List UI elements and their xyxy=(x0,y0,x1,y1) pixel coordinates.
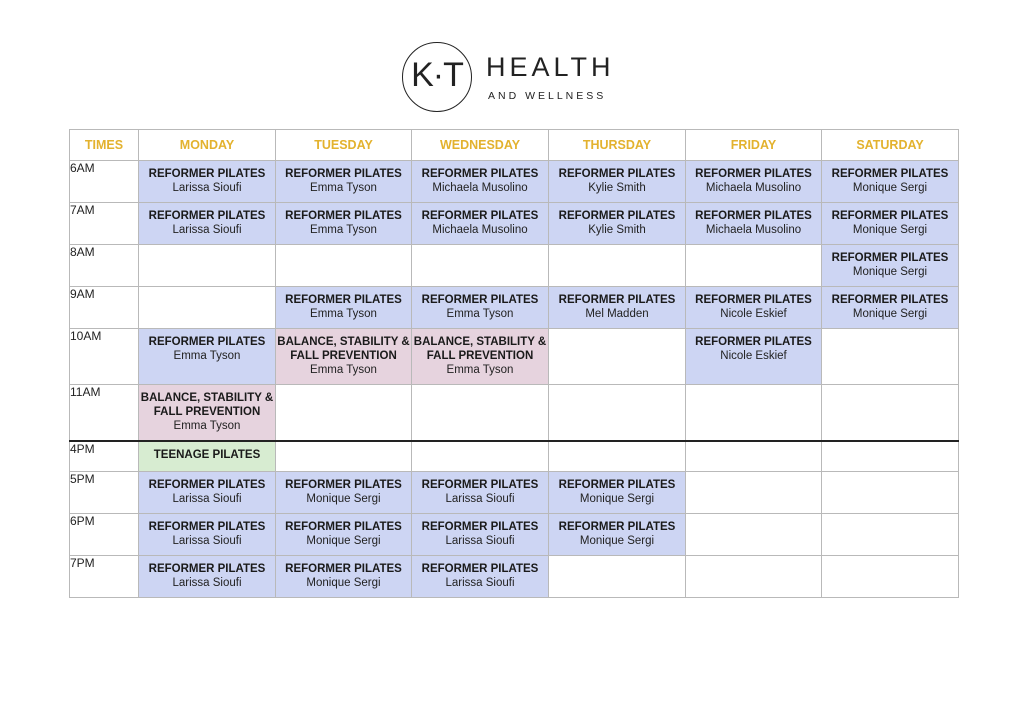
table-row xyxy=(70,287,959,329)
empty-cell xyxy=(822,472,959,514)
class-cell[interactable] xyxy=(549,472,686,514)
kt-logo xyxy=(402,42,472,112)
header-tuesday: TUESDAY xyxy=(276,130,412,161)
class-cell[interactable] xyxy=(139,385,276,442)
class-name: REFORMER PILATES xyxy=(285,563,402,575)
time-label: 11AM xyxy=(70,385,139,442)
class-cell[interactable] xyxy=(822,287,959,329)
empty-cell xyxy=(139,245,276,287)
class-name: REFORMER PILATES xyxy=(831,210,949,222)
instructor-name: Larissa Sioufi xyxy=(445,535,515,547)
instructor-name: Kylie Smith xyxy=(588,224,646,236)
time-label: 8AM xyxy=(70,245,139,287)
class-cell[interactable] xyxy=(412,514,549,556)
instructor-name: Larissa Sioufi xyxy=(172,182,242,194)
class-cell[interactable] xyxy=(549,161,686,203)
empty-cell xyxy=(686,245,822,287)
empty-cell xyxy=(549,329,686,385)
empty-cell xyxy=(686,514,822,556)
time-label: 4PM xyxy=(70,441,139,472)
header-row xyxy=(70,130,959,161)
instructor-name: Larissa Sioufi xyxy=(445,577,515,589)
instructor-name: Emma Tyson xyxy=(310,182,377,194)
class-cell[interactable] xyxy=(139,472,276,514)
instructor-name: Larissa Sioufi xyxy=(172,535,242,547)
class-name: REFORMER PILATES xyxy=(831,252,949,264)
class-cell[interactable] xyxy=(139,556,276,598)
class-cell[interactable] xyxy=(686,161,822,203)
instructor-name: Michaela Musolino xyxy=(705,224,802,236)
class-name: BALANCE, STABILITY & FALL PREVENTION xyxy=(413,336,547,362)
class-name: REFORMER PILATES xyxy=(285,294,402,306)
empty-cell xyxy=(412,385,549,442)
class-cell[interactable] xyxy=(139,161,276,203)
class-name: REFORMER PILATES xyxy=(285,168,402,180)
class-name: REFORMER PILATES xyxy=(558,168,676,180)
page-header xyxy=(0,0,1024,128)
instructor-name: Emma Tyson xyxy=(310,308,377,320)
class-name: REFORMER PILATES xyxy=(831,294,949,306)
instructor-name: Emma Tyson xyxy=(446,364,514,376)
class-cell[interactable] xyxy=(822,245,959,287)
brand-title: HEALTH xyxy=(486,52,615,82)
instructor-name: Monique Sergi xyxy=(306,577,381,589)
instructor-name: Larissa Sioufi xyxy=(172,224,242,236)
instructor-name: Nicole Eskief xyxy=(720,350,787,362)
class-name: REFORMER PILATES xyxy=(695,336,812,348)
instructor-name: Larissa Sioufi xyxy=(445,493,515,505)
class-name: REFORMER PILATES xyxy=(148,210,266,222)
empty-cell xyxy=(822,385,959,442)
time-label: 5PM xyxy=(70,472,139,514)
class-name: REFORMER PILATES xyxy=(695,210,812,222)
instructor-name: Michaela Musolino xyxy=(432,182,528,194)
class-cell[interactable] xyxy=(686,287,822,329)
class-cell[interactable] xyxy=(139,329,276,385)
instructor-name: Monique Sergi xyxy=(852,224,928,236)
empty-cell xyxy=(686,472,822,514)
class-cell[interactable] xyxy=(412,287,549,329)
empty-cell xyxy=(276,245,412,287)
instructor-name: Monique Sergi xyxy=(579,535,655,547)
class-cell[interactable] xyxy=(276,203,412,245)
instructor-name: Monique Sergi xyxy=(852,266,928,278)
empty-cell xyxy=(549,441,686,472)
table-row xyxy=(70,161,959,203)
class-name: REFORMER PILATES xyxy=(148,336,266,348)
class-name: REFORMER PILATES xyxy=(421,294,539,306)
header-monday: MONDAY xyxy=(139,130,276,161)
class-name: REFORMER PILATES xyxy=(285,479,402,491)
class-name: REFORMER PILATES xyxy=(421,168,539,180)
class-cell[interactable] xyxy=(139,441,276,472)
class-name: REFORMER PILATES xyxy=(148,479,266,491)
empty-cell xyxy=(276,385,412,442)
class-name: REFORMER PILATES xyxy=(695,294,812,306)
table-row xyxy=(70,556,959,598)
class-cell[interactable] xyxy=(412,161,549,203)
instructor-name: Monique Sergi xyxy=(579,493,655,505)
class-cell[interactable] xyxy=(412,203,549,245)
empty-cell xyxy=(139,287,276,329)
class-name: BALANCE, STABILITY & FALL PREVENTION xyxy=(140,392,274,418)
class-name: REFORMER PILATES xyxy=(558,210,676,222)
empty-cell xyxy=(686,441,822,472)
brand-subtitle: AND WELLNESS xyxy=(488,90,607,102)
class-name: REFORMER PILATES xyxy=(148,521,266,533)
class-name: REFORMER PILATES xyxy=(558,521,676,533)
class-cell[interactable] xyxy=(686,203,822,245)
table-row xyxy=(70,472,959,514)
class-name: REFORMER PILATES xyxy=(421,479,539,491)
class-cell[interactable] xyxy=(276,514,412,556)
class-name: REFORMER PILATES xyxy=(558,479,676,491)
time-label: 9AM xyxy=(70,287,139,329)
class-cell[interactable] xyxy=(412,556,549,598)
time-label: 7PM xyxy=(70,556,139,598)
header-friday: FRIDAY xyxy=(686,130,822,161)
class-cell[interactable] xyxy=(276,287,412,329)
logo-monogram: K·T xyxy=(411,56,463,94)
empty-cell xyxy=(822,556,959,598)
table-row xyxy=(70,329,959,385)
header-times: TIMES xyxy=(70,130,139,161)
empty-cell xyxy=(686,556,822,598)
instructor-name: Monique Sergi xyxy=(852,308,928,320)
instructor-name: Emma Tyson xyxy=(173,350,241,362)
table-row xyxy=(70,514,959,556)
class-name: REFORMER PILATES xyxy=(558,294,676,306)
time-label: 6PM xyxy=(70,514,139,556)
instructor-name: Emma Tyson xyxy=(310,224,377,236)
empty-cell xyxy=(276,441,412,472)
class-cell[interactable] xyxy=(412,329,549,385)
instructor-name: Michaela Musolino xyxy=(432,224,528,236)
empty-cell xyxy=(686,385,822,442)
instructor-name: Nicole Eskief xyxy=(720,308,787,320)
table-row xyxy=(70,245,959,287)
time-label: 7AM xyxy=(70,203,139,245)
header-saturday: SATURDAY xyxy=(822,130,959,161)
instructor-name: Monique Sergi xyxy=(852,182,928,194)
class-name: REFORMER PILATES xyxy=(148,168,266,180)
class-cell[interactable] xyxy=(549,514,686,556)
empty-cell xyxy=(549,556,686,598)
class-timetable xyxy=(69,129,959,598)
class-name: REFORMER PILATES xyxy=(421,563,539,575)
instructor-name: Emma Tyson xyxy=(446,308,514,320)
instructor-name: Michaela Musolino xyxy=(705,182,802,194)
instructor-name: Emma Tyson xyxy=(310,364,377,376)
class-cell[interactable] xyxy=(276,161,412,203)
class-name: REFORMER PILATES xyxy=(148,563,266,575)
class-name: REFORMER PILATES xyxy=(421,521,539,533)
table-row xyxy=(70,441,959,472)
class-cell[interactable] xyxy=(412,472,549,514)
header-thursday: THURSDAY xyxy=(549,130,686,161)
class-name: REFORMER PILATES xyxy=(285,521,402,533)
instructor-name: Monique Sergi xyxy=(306,535,381,547)
empty-cell xyxy=(412,441,549,472)
class-cell[interactable] xyxy=(822,203,959,245)
instructor-name: Mel Madden xyxy=(585,308,649,320)
class-name: REFORMER PILATES xyxy=(695,168,812,180)
table-row xyxy=(70,203,959,245)
instructor-name: Larissa Sioufi xyxy=(172,493,242,505)
empty-cell xyxy=(412,245,549,287)
time-label: 10AM xyxy=(70,329,139,385)
class-name: REFORMER PILATES xyxy=(421,210,539,222)
instructor-name: Larissa Sioufi xyxy=(172,577,242,589)
class-name: TEENAGE PILATES xyxy=(153,449,261,461)
instructor-name: Kylie Smith xyxy=(588,182,646,194)
class-cell[interactable] xyxy=(276,472,412,514)
time-label: 6AM xyxy=(70,161,139,203)
class-name: BALANCE, STABILITY & FALL PREVENTION xyxy=(277,336,410,362)
class-name: REFORMER PILATES xyxy=(285,210,402,222)
class-cell[interactable] xyxy=(276,556,412,598)
empty-cell xyxy=(822,514,959,556)
class-cell[interactable] xyxy=(822,161,959,203)
class-name: REFORMER PILATES xyxy=(831,168,949,180)
instructor-name: Monique Sergi xyxy=(306,493,381,505)
class-cell[interactable] xyxy=(549,203,686,245)
class-cell[interactable] xyxy=(139,514,276,556)
empty-cell xyxy=(549,245,686,287)
class-cell[interactable] xyxy=(139,203,276,245)
class-cell[interactable] xyxy=(549,287,686,329)
class-cell[interactable] xyxy=(686,329,822,385)
table-row xyxy=(70,385,959,442)
empty-cell xyxy=(822,441,959,472)
empty-cell xyxy=(549,385,686,442)
header-wednesday: WEDNESDAY xyxy=(412,130,549,161)
empty-cell xyxy=(822,329,959,385)
class-cell[interactable] xyxy=(276,329,412,385)
instructor-name: Emma Tyson xyxy=(173,420,241,432)
